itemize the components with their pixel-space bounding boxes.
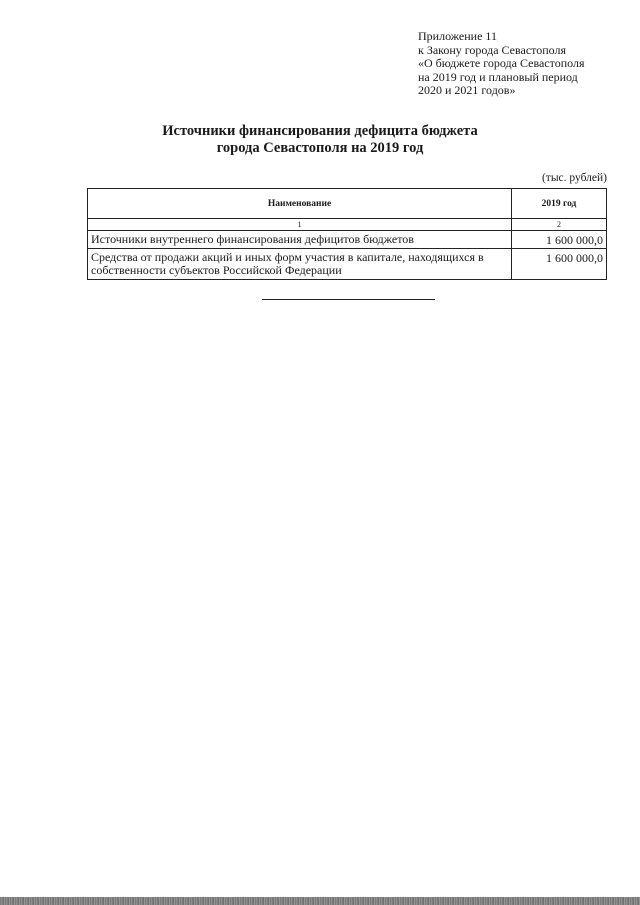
row-value: 1 600 000,0 <box>512 249 607 280</box>
column-number-row <box>88 219 607 231</box>
appendix-line: «О бюджете города Севастополя <box>418 56 585 70</box>
appendix-line: на 2019 год и плановый период <box>418 69 578 84</box>
table-row <box>88 231 607 249</box>
column-number: 2 <box>512 219 607 231</box>
document-title <box>0 123 640 157</box>
appendix-block <box>418 30 584 98</box>
table-row <box>88 249 607 280</box>
row-value: 1 600 000,0 <box>512 231 607 249</box>
table-header-row <box>88 189 607 219</box>
appendix-line: к Закону города Севастополя <box>418 42 567 57</box>
title-line-1: Источники финансирования дефицита бюджета <box>162 123 478 139</box>
header-name: Наименование <box>88 189 512 219</box>
closing-rule <box>262 299 435 300</box>
scan-edge-artifact <box>0 897 640 905</box>
appendix-line: Приложение 11 <box>418 29 497 43</box>
column-number: 1 <box>88 219 512 231</box>
row-name: Средства от продажи акций и иных форм участия в капитале, находящихся в собственности субъектов Российской Федерации <box>88 249 512 280</box>
title-line-2: города Севастополя на 2019 год <box>216 140 424 156</box>
sources-table <box>87 188 607 280</box>
units-label: (тыс. рублей) <box>541 172 607 184</box>
appendix-line: 2020 и 2021 годов» <box>418 83 516 97</box>
row-name: Источники внутреннего финансирования дефицитов бюджетов <box>88 231 512 249</box>
header-year: 2019 год <box>512 189 607 219</box>
